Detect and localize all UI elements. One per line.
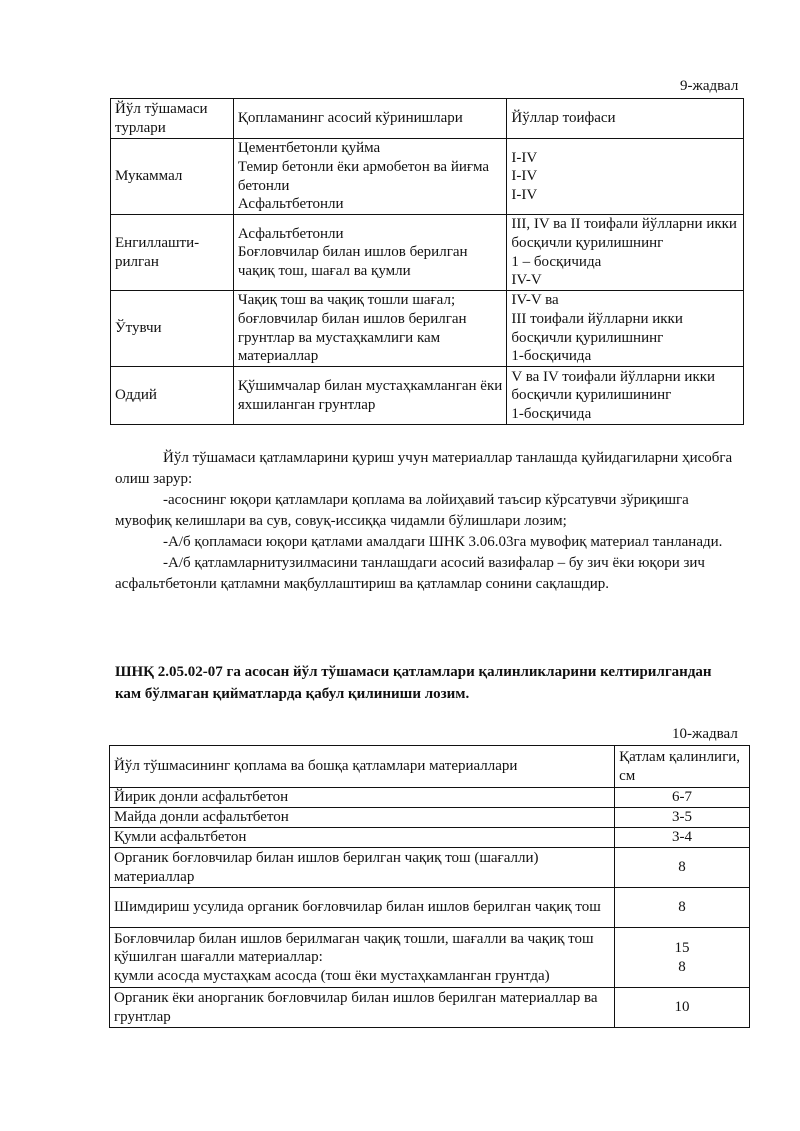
table-cell: III, IV ва II тоифали йўлларни икки босқичли қурилишнинг 1 – босқичида IV-V xyxy=(507,215,744,291)
paragraph: -А/б қатламларнитузилмасини танлашдаги асосий вазифалар – бу зич ёки юқори зич асфальтбетонли қатламни мақбуллаштириш ва қатламлар сонини сақлашдир. xyxy=(115,555,705,592)
table-row xyxy=(110,888,750,928)
table-header-row xyxy=(110,746,750,788)
table-cell: Органик ёки анорганик боғловчилар билан ишлов берилган материаллар ва грунтлар xyxy=(110,988,615,1028)
table-row xyxy=(110,988,750,1028)
table-cell: 8 xyxy=(615,888,750,928)
table-cell: Ўтувчи xyxy=(111,291,234,367)
table-row xyxy=(111,291,744,367)
table-row xyxy=(110,848,750,888)
table-cell: Қўшимчалар билан мустаҳкамланган ёки яхшиланган грунтлар xyxy=(233,367,507,425)
table-cell: 10 xyxy=(615,988,750,1028)
table-cell: 8 xyxy=(615,848,750,888)
table-cell: 3-5 xyxy=(615,808,750,828)
header-cell: Қопламанинг асосий кўринишлари xyxy=(233,99,507,139)
table-cell: Йирик донли асфальтбетон xyxy=(110,788,615,808)
table-cell: Асфальтбетонли Боғловчилар билан ишлов берилган чақиқ тош, шағал ва қумли xyxy=(233,215,507,291)
table-10-label: 10-жадвал xyxy=(672,726,738,742)
table-row xyxy=(110,828,750,848)
table-cell: Енгиллашти- рилган xyxy=(111,215,234,291)
table-cell: Цементбетонли қуйма Темир бетонли ёки армобетон ва йиғма бетонли Асфальтбетонли xyxy=(233,139,507,215)
table-cell: I-IV I-IV I-IV xyxy=(507,139,744,215)
table-cell: V ва IV тоифали йўлларни икки босқичли қурилишининг 1-босқичида xyxy=(507,367,744,425)
table-cell: Майда донли асфальтбетон xyxy=(110,808,615,828)
table-row xyxy=(111,139,744,215)
table-cell: 3-4 xyxy=(615,828,750,848)
road-pavement-types-table xyxy=(110,98,744,425)
table-cell: Органик боғловчилар билан ишлов берилган чақиқ тош (шағалли) материаллар xyxy=(110,848,615,888)
header-cell: Қатлам қалинлиги, см xyxy=(615,746,750,788)
table-9-label: 9-жадвал xyxy=(680,78,739,94)
paragraph: -асоснинг юқори қатламлари қоплама ва лойиҳавий таъсир кўрсатувчи зўриқишга мувофиқ келишлари ва сув, совуқ-иссиққа чидамли бўлишлари лозим; xyxy=(115,492,689,529)
section-heading: ШНҚ 2.05.02-07 га асосан йўл тўшамаси қатламлари қалинликларини келтирилгандан кам бўлмаган қийматларда қабул қилиниши лозим. xyxy=(115,664,712,702)
table-cell: Чақиқ тош ва чақиқ тошли шағал; боғловчилар билан ишлов берилган грунтлар ва мустаҳкамлиги кам материаллар xyxy=(233,291,507,367)
header-cell: Йўл тўшамаси турлари xyxy=(111,99,234,139)
table-row xyxy=(111,367,744,425)
table-row xyxy=(110,808,750,828)
table-row xyxy=(110,788,750,808)
table-header-row xyxy=(111,99,744,139)
table-row xyxy=(110,928,750,988)
table-cell: Шимдириш усулида органик боғловчилар билан ишлов берилган чақиқ тош xyxy=(110,888,615,928)
paragraph: Йўл тўшамаси қатламларини қуриш учун материаллар танлашда қуйидагиларни ҳисобга олиш зарур: xyxy=(115,450,733,487)
table-cell: Боғловчилар билан ишлов берилмаган чақиқ тошли, шағалли ва чақиқ тош қўшилган шағалли материаллар: қумли асосда мустаҳкам асосда (тош ёки мустаҳкамланган грунтда) xyxy=(110,928,615,988)
header-cell: Йўл тўшмасининг қоплама ва бошқа қатламлари материаллари xyxy=(110,746,615,788)
layer-thickness-table xyxy=(109,745,750,1028)
table-cell: 6-7 xyxy=(615,788,750,808)
paragraph: -А/б қопламаси юқори қатлами амалдаги ШНК 3.06.03га мувофиқ материал танланади. xyxy=(163,534,723,550)
table-cell: Оддий xyxy=(111,367,234,425)
header-cell: Йўллар тоифаси xyxy=(507,99,744,139)
table-cell: 15 8 xyxy=(615,928,750,988)
table-row xyxy=(111,215,744,291)
table-cell: Қумли асфальтбетон xyxy=(110,828,615,848)
body-text xyxy=(115,448,745,595)
table-cell: Мукаммал xyxy=(111,139,234,215)
table-cell: IV-V ва III тоифали йўлларни икки босқичли қурилишнинг 1-босқичида xyxy=(507,291,744,367)
